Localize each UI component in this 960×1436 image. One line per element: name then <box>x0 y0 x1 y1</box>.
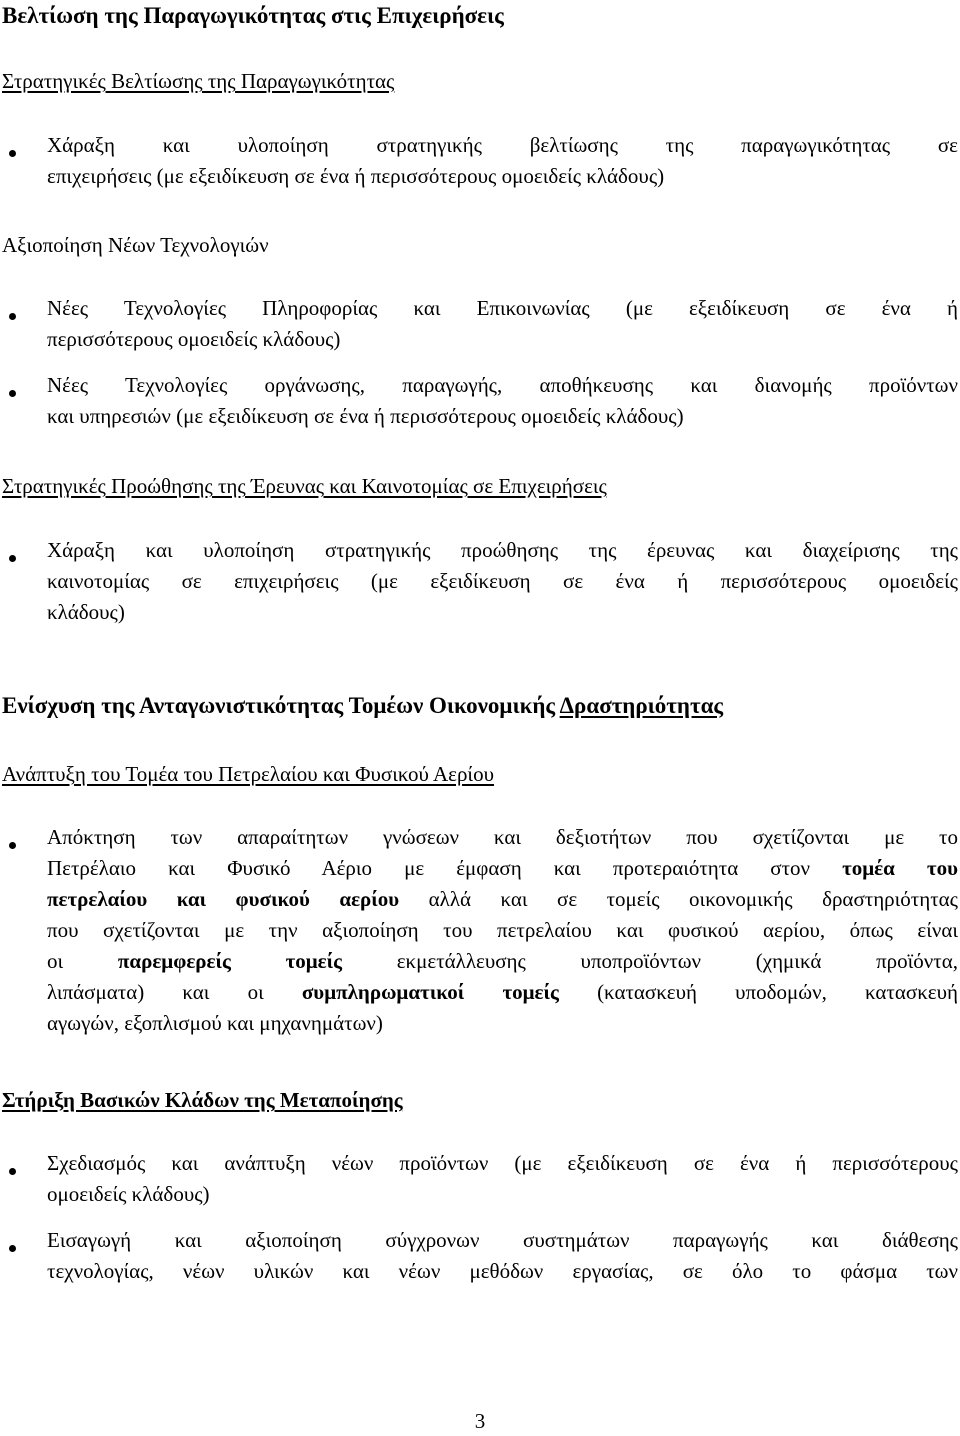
bullet-icon <box>7 1148 17 1179</box>
list-item <box>47 370 958 432</box>
bullet-icon <box>7 822 17 853</box>
list-item <box>47 1148 958 1210</box>
list-item <box>47 130 958 192</box>
text-line: ομοειδείς κλάδους) <box>47 1182 210 1206</box>
text-line: και υπηρεσιών (με εξειδίκευση σε ένα ή περισσότερους ομοειδείς κλάδους) <box>47 404 684 428</box>
section-heading-research-innovation: Στρατηγικές Προώθησης της Έρευνας και Καινοτομίας σε Επιχειρήσεις <box>2 474 607 498</box>
text-line: Σχεδιασμός και ανάπτυξη νέων προϊόντων (με εξειδίκευση σε ένα ή περισσότερους <box>47 1151 958 1175</box>
text-line: Νέες Τεχνολογίες Πληροφορίας και Επικοινωνίας (με εξειδίκευση σε ένα ή <box>47 296 958 320</box>
text-line: Χάραξη και υλοποίηση στρατηγικής προώθησης της έρευνας και διαχείρισης της <box>47 538 958 562</box>
text-line: οι παρεμφερείς τομείς εκμετάλλευσης υποπροϊόντων (χημικά προϊόντα, <box>47 949 958 973</box>
section-heading-oil-gas: Ανάπτυξη του Τομέα του Πετρελαίου και Φυσικού Αερίου <box>2 762 494 786</box>
text-line: κλάδους) <box>47 600 125 624</box>
text-line: που σχετίζονται με την αξιοποίηση του πετρελαίου και φυσικού αερίου, όπως είναι <box>47 918 958 942</box>
bullet-icon <box>7 370 17 401</box>
bullet-icon <box>7 1225 17 1256</box>
text-line: καινοτομίας σε επιχειρήσεις (με εξειδίκευση σε ένα ή περισσότερους ομοειδείς <box>47 569 958 593</box>
list-item <box>47 822 958 1039</box>
text-line: Απόκτηση των απαραίτητων γνώσεων και δεξιοτήτων που σχετίζονται με το <box>47 825 958 849</box>
section-heading-manufacturing: Στήριξη Βασικών Κλάδων της Μεταποίησης <box>2 1088 403 1112</box>
section-heading-productivity-strategies: Στρατηγικές Βελτίωσης της Παραγωγικότητας <box>2 69 395 93</box>
text-line: αγωγών, εξοπλισμού και μηχανημάτων) <box>47 1011 383 1035</box>
document-title: Βελτίωση της Παραγωγικότητας στις Επιχειρήσεις <box>2 3 504 28</box>
text-line: Πετρέλαιο και Φυσικό Αέριο με έμφαση και προτεραιότητα στον τομέα του <box>47 856 959 880</box>
bullet-icon <box>7 130 17 161</box>
page-number: 3 <box>474 1409 486 1433</box>
bullet-icon <box>7 293 17 324</box>
text-line: επιχειρήσεις (με εξειδίκευση σε ένα ή περισσότερους ομοειδείς κλάδους) <box>47 164 665 188</box>
text-line: Νέες Τεχνολογίες οργάνωσης, παραγωγής, αποθήκευσης και διανομής προϊόντων <box>47 373 958 397</box>
text-line: Χάραξη και υλοποίηση στρατηγικής βελτίωσης της παραγωγικότητας σε <box>47 133 958 157</box>
text-line: Εισαγωγή και αξιοποίηση σύγχρονων συστημάτων παραγωγής και διάθεσης <box>47 1228 958 1252</box>
list-item <box>47 535 958 628</box>
section-heading-new-technologies: Αξιοποίηση Νέων Τεχνολογιών <box>2 233 269 257</box>
part-title-competitiveness: Ενίσχυση της Ανταγωνιστικότητας Τομέων Οικονομικής Δραστηριότητας <box>2 693 724 718</box>
text-line: λιπάσματα) και οι συμπληρωματικοί τομείς (κατασκευή υποδομών, κατασκευή <box>47 980 958 1004</box>
text-line: περισσότερους ομοειδείς κλάδους) <box>47 327 341 351</box>
text-line: τεχνολογίας, νέων υλικών και νέων μεθόδων εργασίας, σε όλο το φάσμα των <box>47 1259 958 1283</box>
bullet-icon <box>7 535 17 566</box>
list-item <box>47 293 958 355</box>
list-item <box>47 1225 958 1287</box>
text-line: πετρελαίου και φυσικού αερίου αλλά και σε τομείς οικονομικής δραστηριότητας <box>47 887 958 911</box>
